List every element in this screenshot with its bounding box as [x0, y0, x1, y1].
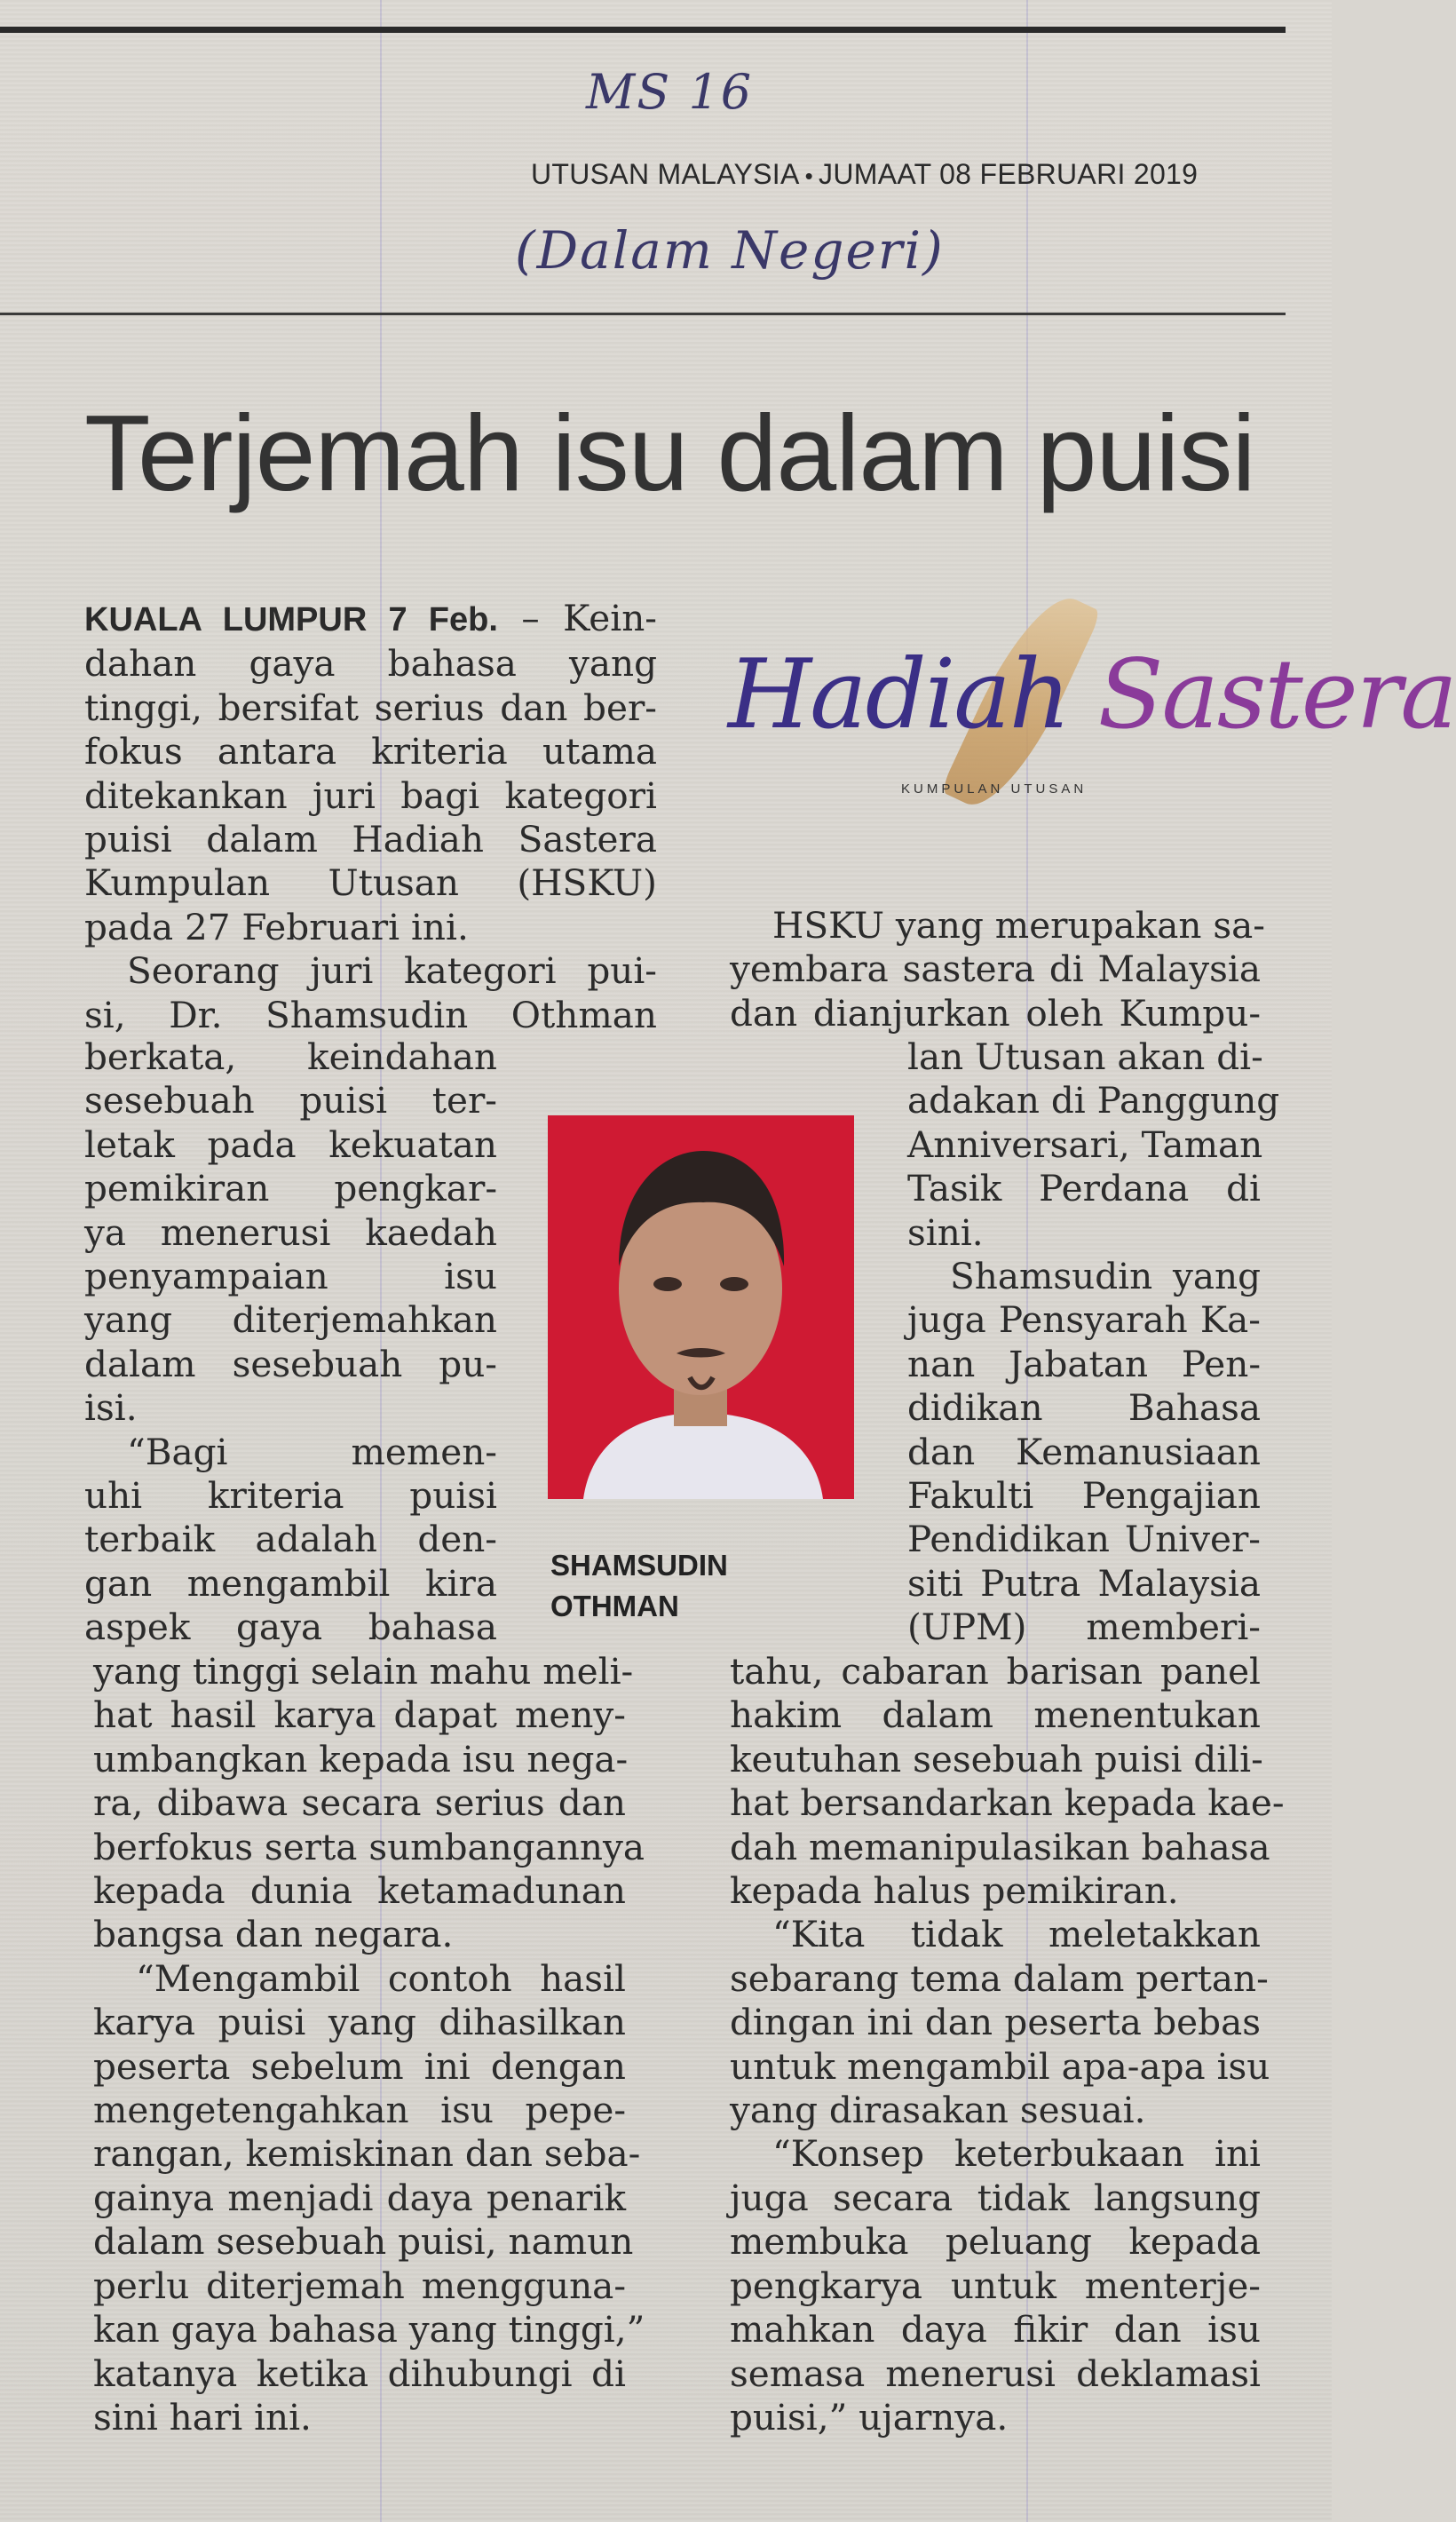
article-line: nan Jabatan Pen- — [907, 1342, 1261, 1385]
logo-subtitle: KUMPULAN UTUSAN — [901, 781, 1088, 797]
article-line: berfokus serta sumbangannya — [93, 1825, 645, 1868]
article-line: Pendidikan Univer- — [907, 1518, 1261, 1561]
article-line: fokus antara kriteria utama — [84, 730, 657, 773]
article-line: Kumpulan Utusan (HSKU) — [84, 861, 657, 905]
article-line: isi. — [84, 1386, 138, 1430]
caption-line: OTHMAN — [550, 1590, 679, 1622]
portrait-image — [548, 1115, 854, 1499]
article-line: pengkarya untuk menterje- — [730, 2264, 1261, 2307]
article-line: rangan, kemiskinan dan seba- — [93, 2132, 641, 2176]
article-line: pada 27 Februari ini. — [84, 905, 469, 948]
logo-script — [728, 639, 1456, 750]
article-line: Fakulti Pengajian — [907, 1474, 1261, 1518]
article-line: mahkan daya fikir dan isu — [730, 2308, 1261, 2351]
article-line: yang dirasakan sesuai. — [730, 2089, 1146, 2132]
article-line: (UPM) memberi- — [907, 1606, 1261, 1649]
article-line: untuk mengambil apa-apa isu — [730, 2044, 1270, 2088]
article-line: yang tinggi selain mahu meli- — [93, 1650, 634, 1693]
article-line: tahu, cabaran barisan panel — [730, 1650, 1261, 1693]
handwritten-page-ref: MS 16 — [586, 64, 754, 120]
article-line: dalam sesebuah pu- — [84, 1342, 497, 1385]
article-line: dan Kemanusiaan — [907, 1430, 1261, 1473]
article-line: adakan di Panggung — [907, 1079, 1280, 1122]
article-line: karya puisi yang dihasilkan — [93, 2001, 626, 2044]
article-line: keutuhan sesebuah puisi dili- — [730, 1737, 1263, 1780]
article-line: ditekankan juri bagi kategori — [84, 773, 657, 817]
article-line: “Mengambil contoh hasil — [136, 1956, 626, 2000]
article-line: “Kita tidak meletakkan — [772, 1913, 1261, 1956]
masthead-separator: • — [804, 163, 814, 189]
article-line: ya menerusi kaedah — [84, 1210, 497, 1254]
article-line: sebarang tema dalam pertan- — [730, 1956, 1269, 2000]
article-line: Seorang juri kategori pui- — [127, 949, 657, 993]
article-line: Shamsudin yang — [950, 1255, 1261, 1298]
top-rule — [0, 27, 1286, 33]
article-line: hakim dalam menentukan — [730, 1693, 1261, 1737]
article-line: letak pada kekuatan — [84, 1122, 497, 1166]
article-line: puisi dalam Hadiah Sastera — [84, 818, 657, 861]
author-photo — [548, 1115, 854, 1499]
article-line: puisi,” ujarnya. — [730, 2395, 1009, 2439]
article-line: tinggi, bersifat serius dan ber- — [84, 686, 657, 729]
article-line: gainya menjadi daya penarik — [93, 2176, 626, 2219]
article-line — [84, 597, 657, 642]
article-line: siti Putra Malaysia — [907, 1561, 1261, 1605]
section-rule — [0, 313, 1286, 315]
article-line: uhi kriteria puisi — [84, 1474, 497, 1518]
headline: Terjemah isu dalam puisi — [84, 393, 1255, 513]
article-line: kepada dunia ketamadunan — [93, 1869, 626, 1913]
dateline: KUALA LUMPUR 7 Feb. — [84, 601, 498, 638]
article-left-narrow — [84, 1035, 497, 1650]
logo-script-part2: Sastera — [1097, 639, 1456, 750]
article-line: dalam sesebuah puisi, namun — [93, 2220, 634, 2264]
article-line: yang diterjemahkan — [84, 1298, 497, 1342]
photo-caption — [550, 1545, 728, 1627]
article-right-top — [730, 904, 1265, 1035]
article-line: didikan Bahasa — [907, 1386, 1261, 1430]
article-line: perlu diterjemah mengguna- — [93, 2264, 626, 2307]
article-line: sini hari ini. — [93, 2395, 312, 2439]
article-line: umbangkan kepada isu nega- — [93, 1737, 629, 1780]
article-line: dingan ini dan peserta bebas — [730, 2001, 1261, 2044]
article-right-bottom — [730, 1650, 1285, 2439]
article-line: juga secara tidak langsung — [730, 2176, 1261, 2219]
logo-script-part1: Hadiah — [728, 639, 1070, 750]
article-line: kan gaya bahasa yang tinggi,” — [93, 2308, 645, 2351]
article-line: membuka peluang kepada — [730, 2220, 1261, 2264]
article-line: si, Dr. Shamsudin Othman — [84, 993, 657, 1036]
article-line: sesebuah puisi ter- — [84, 1079, 497, 1122]
article-line: “Konsep keterbukaan ini — [772, 2132, 1261, 2176]
article-line: bangsa dan negara. — [93, 1913, 454, 1956]
article-line: mengetengahkan isu pepe- — [93, 2089, 626, 2132]
article-line: HSKU yang merupakan sa- — [772, 904, 1265, 947]
article-line: Tasik Perdana di — [907, 1167, 1261, 1210]
article-line: kepada halus pemikiran. — [730, 1869, 1179, 1913]
article-line: dah memanipulasikan bahasa — [730, 1825, 1270, 1868]
article-line: hat bersandarkan kepada kae- — [730, 1781, 1285, 1825]
publication-name: UTUSAN MALAYSIA — [531, 158, 800, 190]
article-line: lan Utusan akan di- — [907, 1035, 1263, 1078]
caption-line: SHAMSUDIN — [550, 1549, 728, 1582]
article-line: peserta sebelum ini dengan — [93, 2044, 626, 2088]
masthead — [531, 158, 1198, 191]
article-line: hat hasil karya dapat meny- — [93, 1693, 626, 1737]
article-line: Anniversari, Taman — [907, 1122, 1263, 1166]
handwritten-section: (Dalam Negeri) — [515, 220, 945, 281]
article-left-top — [84, 597, 657, 1037]
article-line: berkata, keindahan — [84, 1035, 497, 1078]
article-line: ra, dibawa secara serius dan — [93, 1781, 626, 1825]
article-left-bottom — [93, 1650, 645, 2439]
article-right-narrow — [907, 1035, 1280, 1650]
hadiah-sastera-logo — [728, 568, 1456, 835]
article-line: gan mengambil kira — [84, 1561, 497, 1605]
article-line: dan dianjurkan oleh Kumpu- — [730, 991, 1261, 1035]
article-line: sini. — [907, 1210, 984, 1254]
publication-date: JUMAAT 08 FEBRUARI 2019 — [819, 158, 1199, 190]
article-line: dahan gaya bahasa yang — [84, 642, 657, 686]
article-line: penyampaian isu — [84, 1255, 497, 1298]
article-line: yembara sastera di Malaysia — [730, 948, 1261, 991]
article-line-text: – Kein- — [497, 597, 657, 639]
article-line: terbaik adalah den- — [84, 1518, 497, 1561]
article-line: aspek gaya bahasa — [84, 1606, 497, 1649]
article-line: katanya ketika dihubungi di — [93, 2351, 626, 2395]
article-line: “Bagi memen- — [127, 1430, 497, 1473]
article-line: juga Pensyarah Ka- — [907, 1298, 1261, 1342]
article-line: semasa menerusi deklamasi — [730, 2351, 1261, 2395]
article-line: pemikiran pengkar- — [84, 1167, 497, 1210]
